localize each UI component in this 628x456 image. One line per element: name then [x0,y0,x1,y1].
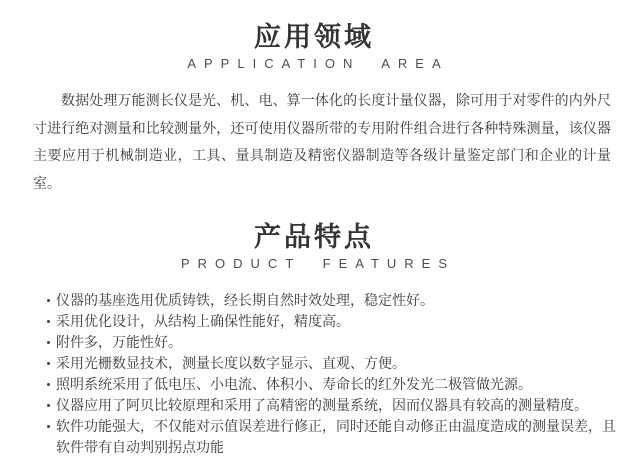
feature-text: 照明系统采用了低电压、小电流、体积小、寿命长的红外发光二极管做光源。 [56,376,532,392]
feature-item [47,353,618,374]
bullet-dot-icon [47,404,50,407]
feature-text: 仪器的基座选用优质铸铁，经长期自然时效处理，稳定性好。 [56,292,434,308]
application-area-title: 应用领域 [254,22,374,52]
features-list [47,290,618,456]
bullet-dot-icon [47,320,50,323]
bullet-dot-icon [47,341,50,344]
feature-text: 仪器应用了阿贝比较原理和采用了高精密的测量系统，因而仪器具有较高的测量精度。 [56,397,588,413]
feature-item [47,332,618,353]
product-features-section [0,197,628,456]
bullet-dot-icon [47,425,50,428]
feature-text: 采用光栅数显技术，测量长度以数字显示、直观、方便。 [56,355,406,371]
product-features-subtitle: PRODUCT FEATURES [180,256,456,271]
application-area-subtitle: APPLICATION AREA [187,56,449,71]
feature-item [47,290,618,311]
bullet-dot-icon [47,299,50,302]
feature-item [47,311,618,332]
feature-text: 采用优化设计，从结构上确保性能好，精度高。 [56,313,350,329]
bullet-dot-icon [47,362,50,365]
application-area-section [0,0,628,197]
feature-text: 附件多，万能性好。 [56,334,182,350]
product-features-title: 产品特点 [254,222,374,252]
bullet-dot-icon [47,383,50,386]
feature-item [47,374,618,395]
feature-item [47,416,618,456]
application-area-paragraph: 数据处理万能测长仪是光、机、电、算一体化的长度计量仪器，除可用于对零件的内外尺寸进行绝对测量和比较测量外，还可使用仪器所带的专用附件组合进行各种特殊测量，该仪器主要应用于机械制造业，工具、量具制造及精密仪器制造等各级计量鉴定部门和企业的计量室。 [33,92,611,191]
feature-text: 软件功能强大，不仅能对示值误差进行修正，同时还能自动修正由温度造成的测量误差，且软件带有自动判别拐点功能 [56,418,616,455]
feature-item [47,395,618,416]
